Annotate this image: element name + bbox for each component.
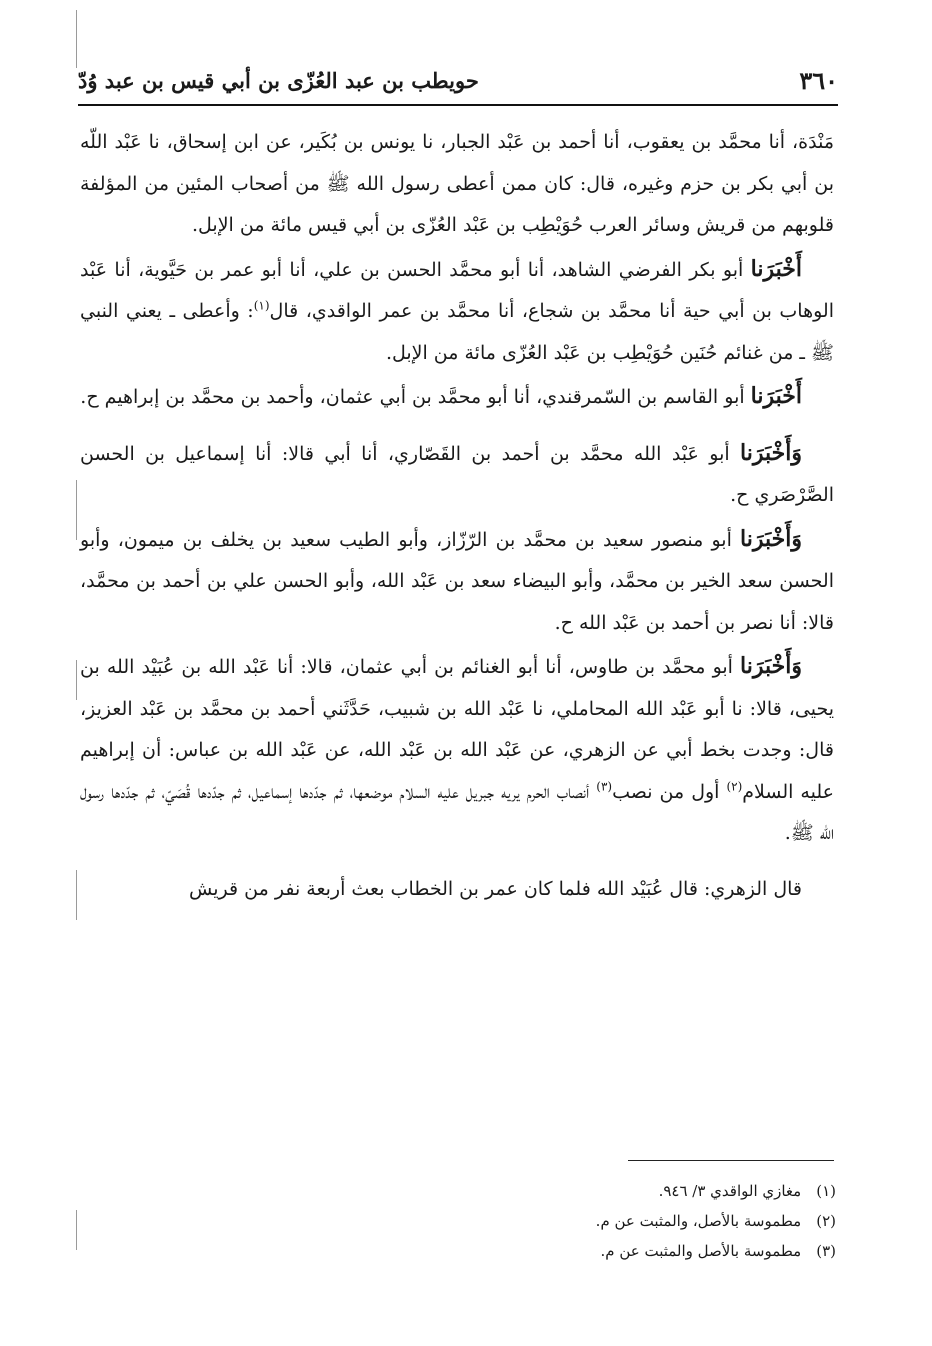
running-header	[78, 58, 838, 102]
footnotes	[300, 1176, 836, 1266]
paragraph: مَنْدَة، أنا محمَّد بن يعقوب، أنا أحمد بن عَبْد الجبار، نا يونس بن بُكَير، عن ابن إسحاق، نا عَبْد اللّه بن أبي بكر بن حزم وغيره، قال: كان ممن أعطى رسول الله ﷺ من أصحاب المئين من المؤلفة قلوبهم من قريش وسائر العرب حُوَيْطِب بن عَبْد العُزّى بن أبي قيس مائة من الإبل.	[80, 131, 834, 236]
header-rule	[78, 104, 838, 106]
footnote-text: مطموسة بالأصل، والمثبت عن م.	[595, 1212, 802, 1230]
footnote-marker: (٢)	[726, 779, 743, 794]
paragraph: وَأَخْبَرَنا أبو عَبْد الله محمَّد بن أحمد بن القَصّاري، أنا أبي قالا: أنا إسماعيل بن الحسن الصَّرْصَري ح.	[80, 439, 834, 506]
isnad-lead: وَأَخْبَرَنا	[740, 653, 802, 679]
scan-edge-mark	[76, 870, 77, 920]
paragraph: وَأَخْبَرَنا أبو منصور سعيد بن محمَّد بن الرّزّاز، وأبو الطيب سعيد بن يخلف بن ميمون، وأبو الحسن سعد الخير بن محمَّد، وأبو البيضاء سعد بن عَبْد الله، وأبو الحسن علي بن أحمد بن محمَّد، قالا: أنا نصر بن أحمد بن عَبْد الله ح.	[80, 525, 834, 634]
scan-edge-mark	[76, 660, 77, 700]
main-text	[80, 122, 834, 910]
scan-edge-mark	[76, 480, 77, 540]
footnote-number: (٢)	[816, 1212, 836, 1230]
running-title: حويطب بن عبد العُزّى بن أبي قيس بن عبد وُدّ	[78, 67, 479, 93]
footnote	[300, 1206, 836, 1236]
footnote-text: مغازي الواقدي ٣/ ٩٤٦.	[658, 1182, 802, 1200]
footnote	[300, 1176, 836, 1206]
scan-edge-mark	[76, 10, 77, 68]
isnad-lead: أَخْبَرَنا	[750, 255, 802, 282]
isnad-lead: أَخْبَرَنا	[750, 383, 802, 409]
footnote-number: (٣)	[816, 1242, 836, 1260]
footnote-marker: (٣)	[596, 779, 613, 794]
isnad-lead: وَأَخْبَرَنا	[740, 525, 802, 552]
paragraph: أَخْبَرَنا أبو بكر الفرضي الشاهد، أنا أبو محمَّد الحسن بن علي، أنا أبو عمر بن حَيَّوية، أنا عَبْد الوهاب بن أبي حية أنا محمَّد بن شجاع، أنا محمَّد بن عمر الواقدي، قال$^{(١)}$: وأعطى ـ يعني النبي ﷺ ـ من غنائم حُنَين حُوَيْطِب بن عَبْد العُزّى مائة من الإبل.	[80, 255, 834, 364]
paragraph: أَخْبَرَنا أبو القاسم بن السّمرقندي، أنا أبو محمَّد بن أبي عثمان، وأحمد بن محمَّد بن إبراهيم ح.	[80, 383, 802, 409]
scan-edge-mark	[76, 1210, 77, 1250]
paragraph: وَأَخْبَرَنا أبو محمَّد بن طاوس، أنا أبو الغنائم بن أبي عثمان، قالا: أنا عَبْد الله بن عُبَيْد الله بن يحيى، قالا: نا أبو عَبْد الله المحاملي، نا عَبْد الله بن شبيب، حَدَّثَني أحمد بن محمَّد بن عَبْد العزيز، قال: وجدت بخط أبي عن الزهري، عن عَبْد الله بن عَبْد الله، عن عَبْد الله بن عباس: أن إبراهيم عليه السلام$^{(٢)}$ أول من نصب$^{(٣)}$ أنصاب الحرم يريه جبريل عليه السلام موضعها، ثم جدّدها إسماعيل، ثم جدّدها قُصَيّ، ثم جدّدها رسول الله ﷺ.	[80, 653, 834, 844]
footnote-marker: (١)	[253, 298, 270, 313]
footnote-rule	[628, 1160, 834, 1161]
footnote-text: مطموسة بالأصل والمثبت عن م.	[600, 1242, 802, 1260]
paragraph: قال الزهري: قال عُبَيْد الله فلما كان عمر بن الخطاب بعث أربعة نفر من قريش	[189, 877, 802, 900]
page-number: ٣٦٠	[799, 65, 838, 95]
footnote	[300, 1236, 836, 1266]
isnad-lead: وَأَخْبَرَنا	[740, 439, 802, 466]
footnote-number: (١)	[816, 1182, 836, 1200]
